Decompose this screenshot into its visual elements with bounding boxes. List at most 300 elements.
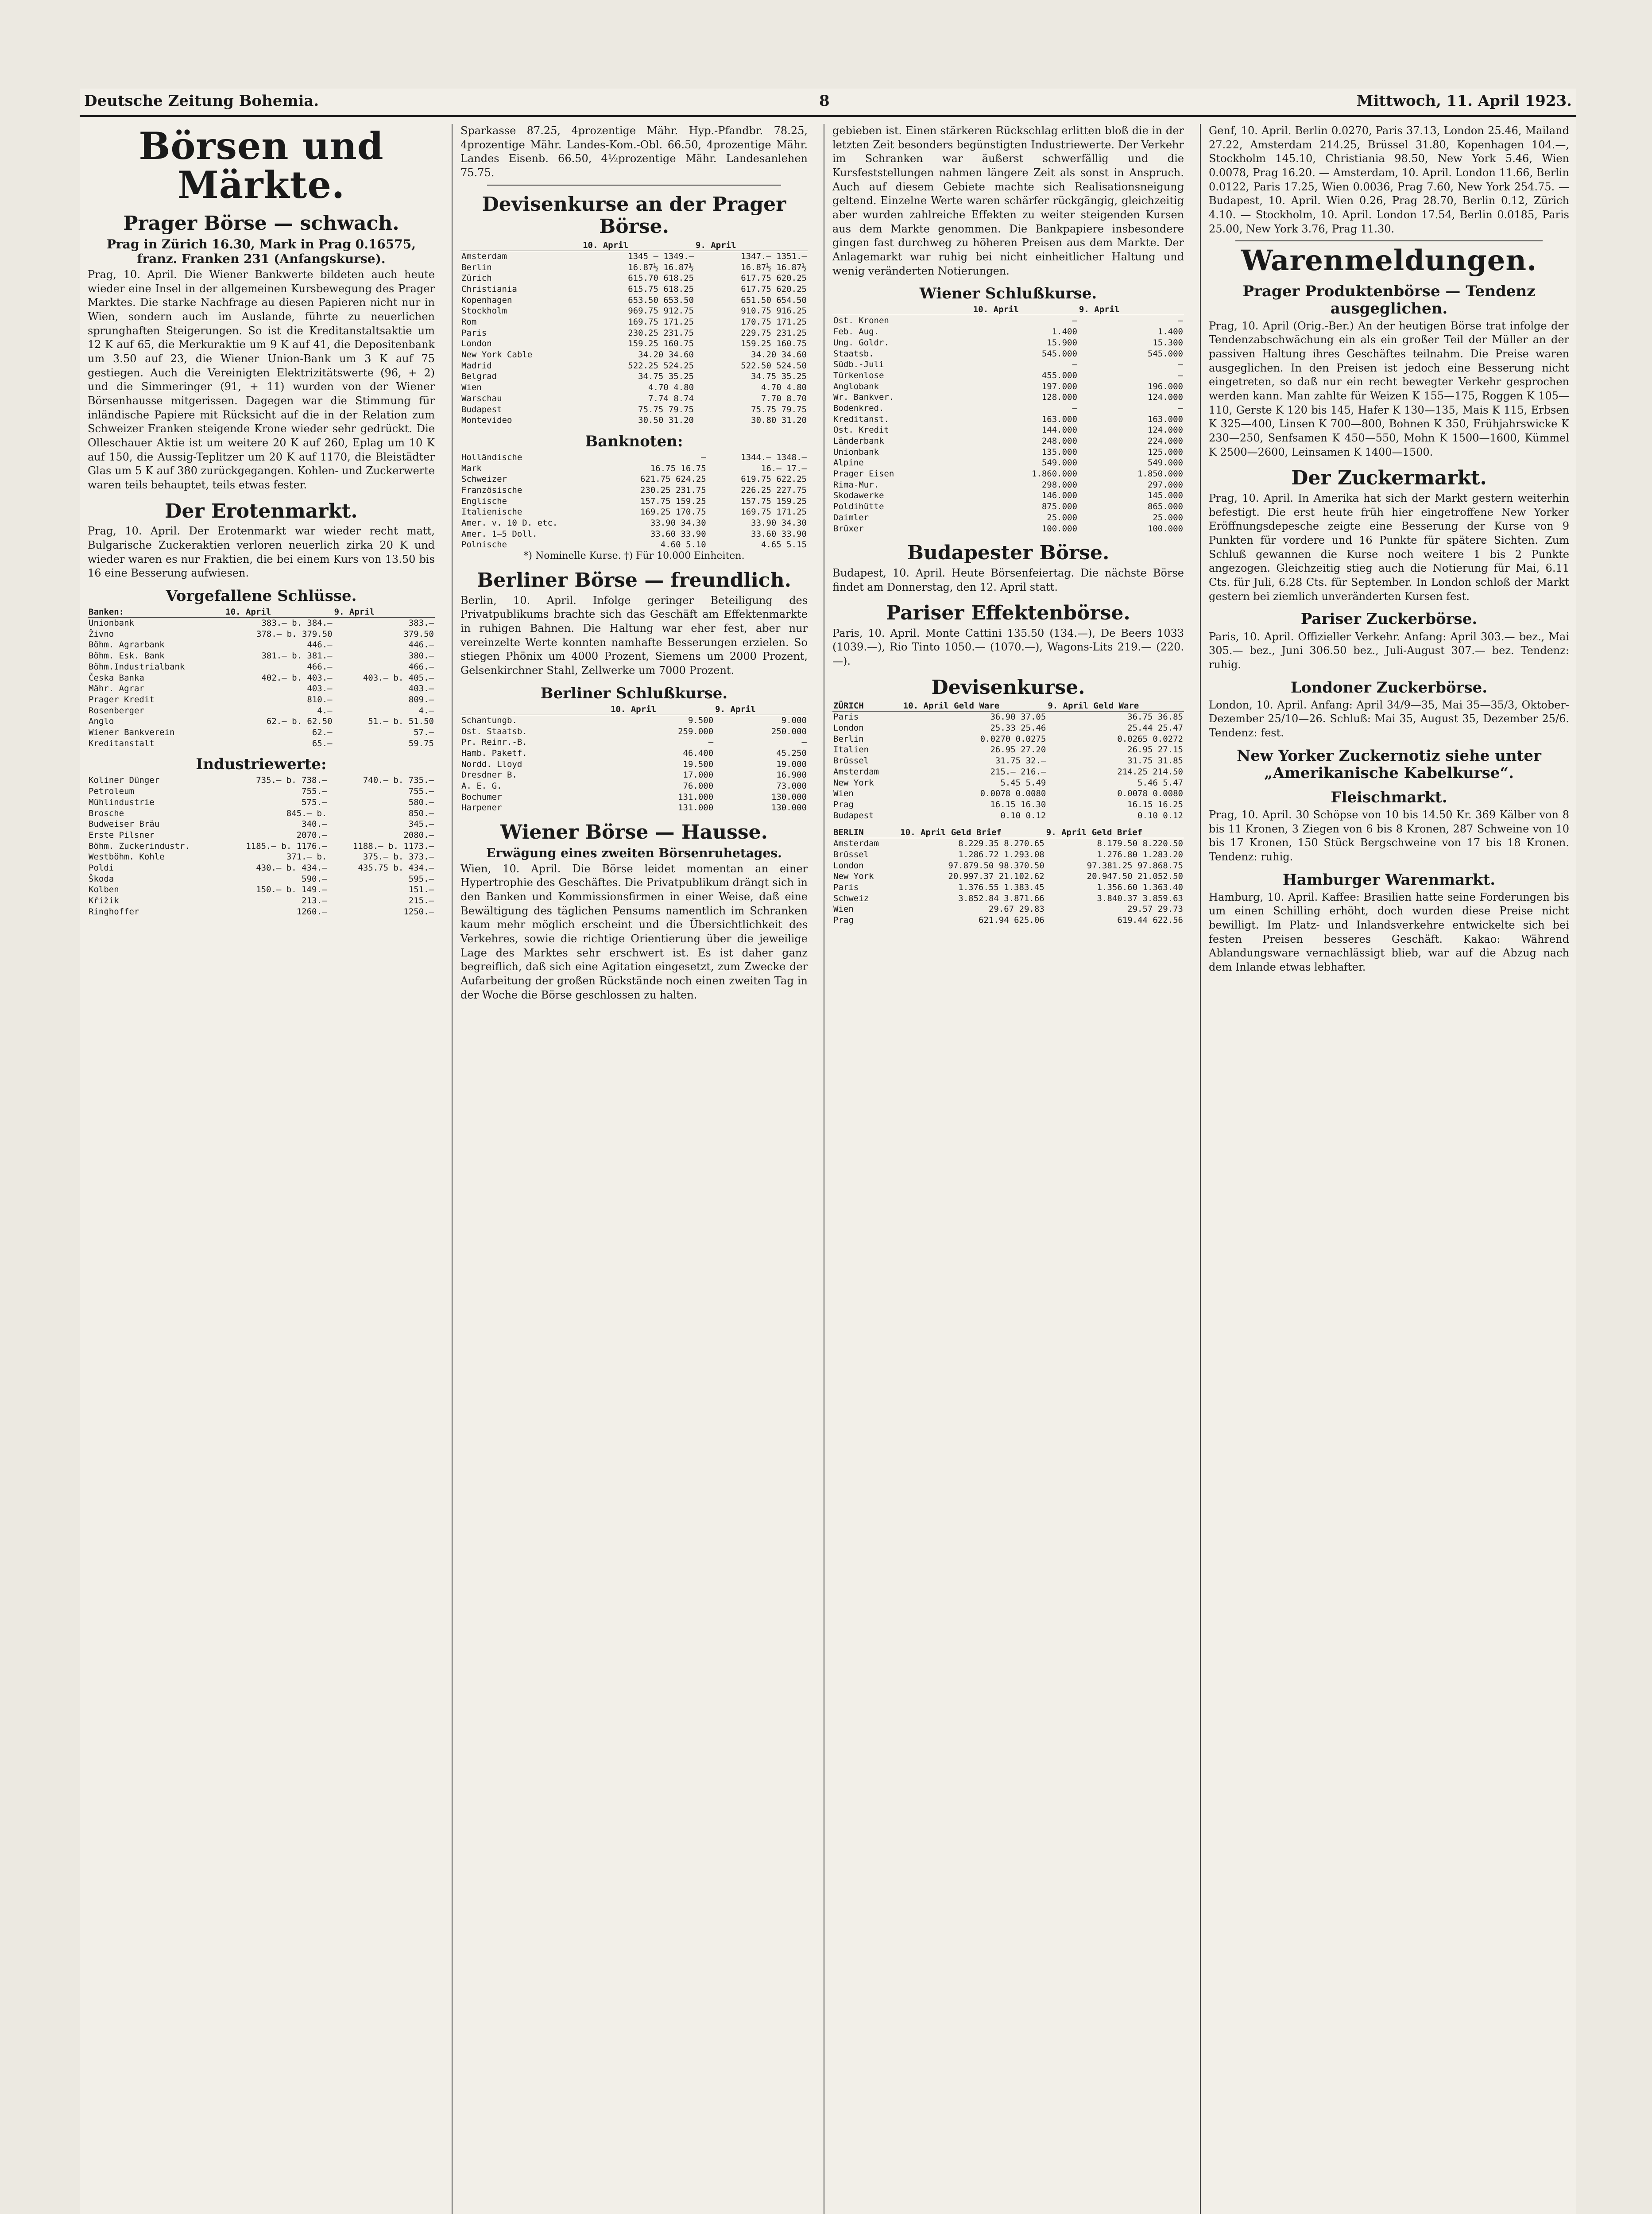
row-value: 163.000 bbox=[1147, 414, 1183, 424]
row-label: Hamb. Paketf. bbox=[461, 748, 527, 758]
row-label: Belgrad bbox=[461, 372, 497, 382]
row-label: Westböhm. Kohle bbox=[89, 852, 165, 862]
row-label: Wien bbox=[461, 383, 482, 393]
table-row bbox=[832, 734, 1184, 745]
col-header: 10. April bbox=[610, 704, 714, 715]
budapest-exchange-heading: Budapester Börse. bbox=[907, 542, 1110, 565]
row-value: 8.229.35 8.270.65 bbox=[958, 839, 1045, 849]
row-label: Prag bbox=[833, 799, 854, 809]
table-row bbox=[460, 284, 808, 295]
col-header: 10. April Geld Ware bbox=[902, 701, 1047, 712]
row-value: 157.75 159.25 bbox=[640, 496, 706, 506]
col-header: 9. April bbox=[695, 240, 808, 251]
table-row bbox=[88, 629, 435, 640]
row-label: Budweiser Bräu bbox=[89, 819, 160, 829]
column-2 bbox=[452, 124, 816, 2214]
row-label: Schweizer bbox=[461, 474, 507, 484]
row-label: New York bbox=[833, 778, 874, 788]
continued-text: gebieben ist. Einen stärkeren Rückschlag erlitten bloß die in der letzten Zeit besonders begünstigten Industriewerte. Der Verkehr im Schranken war äußerst schwerfällig und die Kursfeststellungen nahmen längere Zeit als sonst in Anspruch. Auch auf diesem Gebiete machte sich Realisationsneigung geltend. Einzelne Werte waren schärfer rückgängig, gleichzeitig aber wurden zahlreiche Effekten zu weiter steigenden Kursen aus dem Markte genommen. Die Bankpapiere insbesondere gingen fast durchweg zu höheren Preisen aus dem Markte. Der Anlagemarkt war ruhig bei nicht einheitlicher Haltung und wenig veränderten Notierungen. bbox=[832, 124, 1184, 277]
row-value: — bbox=[1178, 316, 1183, 326]
row-label: Amer. v. 10 D. etc. bbox=[461, 518, 558, 528]
row-label: Brüxer bbox=[833, 523, 864, 534]
vienna-exchange-subheading: Erwägung eines zweiten Börsenruhetages. bbox=[486, 845, 782, 860]
table-row bbox=[832, 723, 1184, 734]
row-value: 16.15 16.25 bbox=[1127, 799, 1183, 809]
row-value: 16.15 16.30 bbox=[990, 799, 1046, 809]
row-label: Ost. Kredit bbox=[833, 425, 889, 435]
table-row bbox=[832, 348, 1184, 360]
row-label: Schantungb. bbox=[461, 715, 517, 725]
row-value: 76.000 bbox=[683, 781, 714, 791]
row-value: 65.— bbox=[312, 738, 333, 748]
table-row bbox=[832, 370, 1184, 381]
row-value: — bbox=[701, 452, 706, 462]
row-value: 435.75 b. 434.— bbox=[358, 863, 434, 873]
row-label: Böhm. Esk. Bank bbox=[89, 651, 165, 661]
row-label: Wien bbox=[833, 904, 854, 914]
divider bbox=[1235, 240, 1543, 241]
col-header: 10. April bbox=[582, 240, 695, 251]
row-value: 1.356.60 1.363.40 bbox=[1097, 883, 1183, 892]
row-value: 617.75 620.25 bbox=[741, 284, 807, 294]
ny-sugar-note: New Yorker Zuckernotiz siehe unter „Amerikanische Kabelkurse“. bbox=[1237, 747, 1541, 782]
row-label: Länderbank bbox=[833, 436, 884, 446]
row-value: 25.000 bbox=[1153, 512, 1183, 523]
cattle-market-report: Prag, 10. April. 30 Schöpse von 10 bis 14.50 Kr. 369 Kälber von 8 bis 11 Kronen, 3 Ziegen von 6 bis 8 Kronen, 287 Schweine von 10 bis 17 Kronen, 150 Stück Bergschweine von 17 bis 18 Kronen. Tendenz: ruhig. bbox=[1209, 808, 1569, 863]
table-row bbox=[88, 673, 435, 684]
row-value: 850.— bbox=[408, 808, 434, 818]
row-label: Amsterdam bbox=[833, 766, 879, 777]
berlin-exchange-report: Berlin, 10. April. Infolge geringer Beteiligung des Privatpublikums brachte sich das Geschäft am Effektenmarkte in ruhigen Bahnen. Die Haltung war eher fest, aber nur vereinzelte Werte konnten namhafte Besserungen erzielen. So stiegen Phönix um 4000 Prozent, Siemens um 2000 Prozent, Gelsenkirchner Stahl, Zellwerke um 7000 Prozent. bbox=[460, 594, 808, 677]
row-value: 29.67 29.83 bbox=[988, 904, 1045, 914]
row-value: 26.95 27.20 bbox=[990, 745, 1046, 755]
row-value: 214.25 214.50 bbox=[1117, 766, 1183, 777]
row-value: 36.75 36.85 bbox=[1127, 712, 1183, 722]
row-value: 75.75 79.75 bbox=[751, 404, 807, 414]
zurich-fx-table bbox=[832, 701, 1184, 821]
column-3 bbox=[824, 124, 1192, 2214]
row-label: Mark bbox=[461, 463, 482, 473]
row-value: 371.— b. bbox=[286, 852, 327, 862]
row-value: 1345 — 1349.— bbox=[628, 251, 694, 261]
row-label: Ung. Goldr. bbox=[833, 337, 889, 348]
industry-table bbox=[88, 775, 435, 917]
row-value: 0.0270 0.0275 bbox=[980, 734, 1046, 744]
row-value: 169.75 171.25 bbox=[741, 507, 807, 517]
foreign-fx-report: Genf, 10. April. Berlin 0.0270, Paris 37.13, London 25.46, Mailand 27.22, Amsterdam 214.25, Brüssel 31.80, Kopenhagen 104.—, Stockholm 145.10, Christiania 98.50, New York 5.46, Wien 0.0078, Prag 16.20. — Amsterdam, 10. April. London 11.66, Berlin 0.0122, Paris 17.25, Wien 0.0036, Prag 7.60, New York 254.75. — Budapest, 10. April. Wien 0.26, Prag 28.70, Berlin 0.12, Zürich 4.10. — Stockholm, 10. April. London 17.54, Berlin 0.0185, Paris 25.00, New York 3.76, Prag 11.30. bbox=[1209, 124, 1569, 235]
table-row bbox=[460, 360, 808, 372]
row-value: 159.25 160.75 bbox=[741, 339, 807, 349]
table-row bbox=[460, 485, 808, 496]
row-value: 4.70 4.80 bbox=[648, 383, 694, 393]
table-row bbox=[88, 662, 435, 673]
row-label: Rosenberger bbox=[89, 705, 144, 716]
row-value: 150.— b. 149.— bbox=[256, 885, 327, 895]
row-value: 340.— bbox=[302, 819, 327, 829]
row-value: 25.44 25.47 bbox=[1127, 723, 1183, 733]
row-label: New York bbox=[833, 871, 874, 882]
row-value: 34.20 34.60 bbox=[638, 350, 694, 360]
table-row bbox=[88, 895, 435, 906]
table-row bbox=[88, 906, 435, 917]
table-row bbox=[88, 639, 435, 650]
table-row bbox=[460, 273, 808, 284]
row-label: Schweiz bbox=[833, 893, 869, 903]
table-row bbox=[832, 871, 1184, 882]
row-value: 590.— bbox=[302, 874, 327, 884]
sugar-shares-report: Prag, 10. April. Der Erotenmarkt war wieder recht matt, Bulgarische Zuckeraktien verloren neuerlich zirka 20 K und wieder waren es nur Fraktien, die bei einem Kurs von 13.50 bis 16 eine Besserung aufwiesen. bbox=[88, 525, 435, 580]
row-value: 157.75 159.25 bbox=[741, 496, 807, 506]
row-value: 230.25 231.75 bbox=[640, 485, 706, 495]
table-row bbox=[88, 618, 435, 629]
table-row bbox=[832, 337, 1184, 348]
row-value: 8.179.50 8.220.50 bbox=[1097, 839, 1183, 849]
col-header: BERLIN bbox=[832, 827, 899, 838]
row-value: 1347.— 1351.— bbox=[741, 251, 807, 261]
row-value: 34.20 34.60 bbox=[751, 350, 807, 360]
table-row bbox=[832, 766, 1184, 778]
row-value: 345.— bbox=[408, 819, 434, 829]
table-row bbox=[460, 262, 808, 273]
table-row bbox=[88, 819, 435, 830]
row-value: 380.— bbox=[408, 651, 434, 661]
row-value: 215.— 216.— bbox=[990, 766, 1046, 777]
row-value: 1260.— bbox=[296, 906, 327, 917]
row-value: 430.— b. 434.— bbox=[256, 863, 327, 873]
table-row bbox=[88, 705, 435, 716]
row-label: Englische bbox=[461, 496, 507, 506]
row-value: 5.46 5.47 bbox=[1137, 778, 1183, 788]
row-label: Rima-Mur. bbox=[833, 480, 879, 490]
row-label: Madrid bbox=[461, 360, 492, 371]
row-label: Unionbank bbox=[89, 618, 134, 628]
row-value: 7.74 8.74 bbox=[648, 393, 694, 403]
newspaper-page bbox=[80, 89, 1576, 2214]
row-value: 16.— 17.— bbox=[761, 463, 807, 473]
berlin-close-table bbox=[460, 704, 808, 813]
row-value: 169.25 170.75 bbox=[640, 507, 706, 517]
table-row bbox=[832, 436, 1184, 447]
table-row bbox=[832, 381, 1184, 392]
row-value: 144.000 bbox=[1041, 425, 1077, 435]
row-value: 124.000 bbox=[1147, 425, 1183, 435]
table-row bbox=[88, 650, 435, 662]
row-label: Nordd. Lloyd bbox=[461, 759, 522, 769]
prague-exchange-rates-note: Prag in Zürich 16.30, Mark in Prag 0.16575, franz. Franken 231 (Anfangskurse). bbox=[107, 236, 416, 266]
industry-heading: Industriewerte: bbox=[196, 755, 327, 774]
row-value: 169.75 171.25 bbox=[628, 317, 694, 327]
row-label: Harpener bbox=[461, 803, 502, 813]
row-value: 34.75 35.25 bbox=[751, 372, 807, 382]
row-value: 4.70 4.80 bbox=[761, 383, 807, 393]
row-value: 159.25 160.75 bbox=[628, 339, 694, 349]
table-row bbox=[88, 727, 435, 738]
row-value: 755.— bbox=[302, 786, 327, 797]
table-row bbox=[460, 463, 808, 474]
section-title: Börsen und Märkte. bbox=[139, 124, 384, 207]
row-value: 30.50 31.20 bbox=[638, 415, 694, 426]
row-label: Anglobank bbox=[833, 381, 879, 391]
row-value: 16.900 bbox=[776, 770, 807, 780]
row-value: 615.70 618.25 bbox=[628, 273, 694, 283]
row-label: Pr. Reinr.-B. bbox=[461, 737, 527, 747]
table-row bbox=[832, 501, 1184, 512]
table-row bbox=[832, 425, 1184, 436]
row-value: 1250.— bbox=[403, 906, 434, 917]
row-label: London bbox=[833, 860, 864, 871]
table-row bbox=[832, 915, 1184, 926]
row-label: New York Cable bbox=[461, 350, 533, 360]
table-row bbox=[88, 874, 435, 885]
paris-exchange-heading: Pariser Effektenbörse. bbox=[886, 602, 1130, 625]
row-value: — bbox=[1072, 316, 1077, 326]
table-row bbox=[832, 315, 1184, 326]
row-value: 36.90 37.05 bbox=[990, 712, 1046, 722]
row-value: 135.000 bbox=[1041, 447, 1077, 457]
row-value: 259.000 bbox=[678, 726, 714, 736]
row-label: Ringhoffer bbox=[89, 906, 139, 917]
paris-sugar-heading: Pariser Zuckerbörse. bbox=[1300, 610, 1478, 628]
row-value: 653.50 653.50 bbox=[628, 295, 694, 305]
row-label: Böhm. Agrarbank bbox=[89, 640, 165, 650]
paris-sugar-report: Paris, 10. April. Offizieller Verkehr. Anfang: April 303.— bez., Mai 305.— bez., Juni 306.50 bez., Juli-August 307.— bez. Tendenz: ruhig. bbox=[1209, 630, 1569, 671]
row-value: 196.000 bbox=[1147, 381, 1183, 391]
row-value: 1.400 bbox=[1052, 327, 1077, 337]
col-header bbox=[460, 704, 610, 715]
col-header: 9. April bbox=[714, 704, 808, 715]
banknotes-heading: Banknoten: bbox=[585, 432, 683, 450]
row-value: 9.000 bbox=[781, 715, 807, 725]
row-value: 4.65 5.15 bbox=[761, 540, 807, 550]
row-value: — bbox=[1178, 403, 1183, 413]
row-label: Česka Banka bbox=[89, 673, 144, 683]
table-row bbox=[460, 328, 808, 339]
row-value: 33.90 34.30 bbox=[751, 518, 807, 528]
row-value: 969.75 912.75 bbox=[628, 306, 694, 316]
issue-date: Mittwoch, 11. April 1923. bbox=[1356, 92, 1572, 110]
row-value: 0.10 0.12 bbox=[1000, 810, 1046, 821]
table-row bbox=[460, 474, 808, 485]
row-label: Mähr. Agrar bbox=[89, 684, 144, 694]
row-value: 403.— bbox=[408, 684, 434, 694]
col-header: 10. April bbox=[224, 607, 333, 618]
table-row bbox=[460, 404, 808, 415]
row-value: 1344.— 1348.— bbox=[741, 452, 807, 462]
row-value: 5.45 5.49 bbox=[1000, 778, 1046, 788]
row-value: 1.860.000 bbox=[1031, 469, 1077, 479]
row-value: 16.87½ 16.87½ bbox=[628, 262, 694, 272]
row-value: 615.75 618.25 bbox=[628, 284, 694, 294]
row-label: Amsterdam bbox=[833, 839, 879, 849]
row-value: 0.0078 0.0080 bbox=[1117, 789, 1183, 799]
berlin-fx-table bbox=[832, 827, 1184, 926]
row-value: 19.500 bbox=[683, 759, 714, 769]
table-row bbox=[832, 810, 1184, 821]
row-value: 1185.— b. 1176.— bbox=[246, 841, 327, 851]
col-header: 9. April bbox=[1078, 304, 1184, 315]
row-label: Stockholm bbox=[461, 306, 507, 316]
sugar-market-report: Prag, 10. April. In Amerika hat sich der Markt gestern weiterhin befestigt. Die erst heute früh hier eingetroffene New Yorker Eröffnungsdepesche zeigte eine Besserung der Kurse von 9 Punkten für vordere und 16 Punkte für spätere Sichten. Zum Schluß gewannen die Kurse noch weitere 1 bis 2 Punkte angezogen. Gleichzeitig stieg auch die Notierung für Mai, 6.11 Cts. für Juli, 6.28 Cts. für September. In London schloß der Markt gestern bei ziemlich unveränderten Kursen fest. bbox=[1209, 492, 1569, 603]
row-value: 97.381.25 97.868.75 bbox=[1087, 860, 1183, 871]
row-value: 51.— b. 51.50 bbox=[368, 716, 434, 727]
row-value: 29.57 29.73 bbox=[1127, 904, 1183, 914]
table-row bbox=[832, 359, 1184, 370]
row-value: 379.50 bbox=[403, 629, 434, 639]
row-label: Französische bbox=[461, 485, 522, 495]
row-value: 0.0265 0.0272 bbox=[1117, 734, 1183, 744]
row-value: 7.70 8.70 bbox=[761, 393, 807, 403]
row-value: 33.90 34.30 bbox=[650, 518, 706, 528]
row-label: Alpine bbox=[833, 458, 864, 468]
row-label: Böhm. Zuckerindustr. bbox=[89, 841, 190, 851]
row-value: 875.000 bbox=[1041, 502, 1077, 512]
table-row bbox=[832, 799, 1184, 810]
row-label: London bbox=[461, 339, 492, 349]
row-value: 466.— bbox=[408, 662, 434, 672]
table-row bbox=[460, 452, 808, 463]
berlin-exchange-heading: Berliner Börse — freundlich. bbox=[477, 569, 791, 592]
row-value: 378.— b. 379.50 bbox=[256, 629, 333, 639]
row-value: 31.75 32.— bbox=[995, 756, 1046, 766]
row-value: 16.87½ 16.87½ bbox=[741, 262, 807, 272]
budapest-exchange-report: Budapest, 10. April. Heute Börsenfeiertag. Die nächste Börse findet am Donnerstag, den 12. April statt. bbox=[832, 566, 1184, 593]
row-value: 145.000 bbox=[1147, 491, 1183, 501]
row-value: 170.75 171.25 bbox=[741, 317, 807, 327]
table-row bbox=[88, 716, 435, 727]
row-value: 20.947.50 21.052.50 bbox=[1087, 871, 1183, 882]
produce-exchange-heading: Prager Produktenbörse — Tendenz ausgeglichen. bbox=[1242, 282, 1536, 317]
row-label: Křižik bbox=[89, 896, 119, 906]
row-value: 151.— bbox=[408, 885, 434, 895]
row-value: 617.75 620.25 bbox=[741, 273, 807, 283]
row-value: 619.44 622.56 bbox=[1117, 915, 1183, 925]
row-label: Wr. Bankver. bbox=[833, 392, 894, 403]
row-label: Kolben bbox=[89, 885, 119, 895]
row-value: 146.000 bbox=[1041, 491, 1077, 501]
table-row bbox=[832, 512, 1184, 523]
row-value: 2080.— bbox=[403, 830, 434, 840]
table-row bbox=[460, 382, 808, 393]
prague-exchange-heading: Prager Börse — schwach. bbox=[123, 212, 399, 235]
table-row bbox=[88, 786, 435, 797]
row-value: 230.25 231.75 bbox=[628, 328, 694, 338]
table-row bbox=[832, 904, 1184, 915]
table-row bbox=[832, 480, 1184, 491]
table-row bbox=[460, 792, 808, 803]
sugar-market-heading: Der Zuckermarkt. bbox=[1291, 467, 1487, 490]
continued-text: Sparkasse 87.25, 4prozentige Mähr. Hyp.-Pfandbr. 78.25, 4prozentige Mähr. Landes-Kom.-Obl. 66.50, 4prozentige Mähr. Landes Eisenb. 66.50, 4½prozentige Mähr. Landesanlehen 75.75. bbox=[460, 124, 808, 179]
row-value: 30.80 31.20 bbox=[751, 415, 807, 426]
row-value: 575.— bbox=[302, 797, 327, 807]
table-row bbox=[88, 852, 435, 863]
row-label: Paris bbox=[833, 712, 859, 722]
row-value: 740.— b. 735.— bbox=[363, 775, 434, 786]
row-label: Ost. Staatsb. bbox=[461, 726, 527, 736]
row-value: 100.000 bbox=[1041, 523, 1077, 534]
row-value: 213.— bbox=[302, 896, 327, 906]
row-label: Bodenkred. bbox=[833, 403, 884, 413]
row-value: 26.95 27.15 bbox=[1127, 745, 1183, 755]
row-value: 45.250 bbox=[776, 748, 807, 758]
row-value: 297.000 bbox=[1147, 480, 1183, 490]
table-row bbox=[832, 468, 1184, 480]
row-label: Škoda bbox=[89, 874, 114, 884]
row-value: 1.376.55 1.383.45 bbox=[958, 883, 1045, 892]
row-label: Brüssel bbox=[833, 849, 869, 859]
row-value: 1188.— b. 1173.— bbox=[352, 841, 434, 851]
table-row bbox=[460, 770, 808, 781]
row-value: 0.10 0.12 bbox=[1137, 810, 1183, 821]
row-value: 125.000 bbox=[1147, 447, 1183, 457]
table-row bbox=[832, 744, 1184, 755]
row-value: 9.500 bbox=[688, 715, 714, 725]
london-sugar-report: London, 10. April. Anfang: April 34/9—35, Mai 35—35/3, Oktober-Dezember 25/10—26. Schluß: Mai 35, August 35, Dezember 25/6. Tendenz: fest. bbox=[1209, 698, 1569, 739]
row-value: 73.000 bbox=[776, 781, 807, 791]
col-header: 10. April bbox=[972, 304, 1078, 315]
row-value: 16.75 16.75 bbox=[650, 463, 706, 473]
row-value: — bbox=[1072, 403, 1077, 413]
row-label: Poldihütte bbox=[833, 502, 884, 512]
row-value: 197.000 bbox=[1041, 381, 1077, 391]
row-value: 0.0078 0.0080 bbox=[980, 789, 1046, 799]
table-row bbox=[832, 893, 1184, 904]
table-row bbox=[88, 738, 435, 749]
table-row bbox=[460, 349, 808, 360]
row-label: Amsterdam bbox=[461, 251, 507, 261]
row-value: 4.60 5.10 bbox=[660, 540, 706, 550]
row-value: 545.000 bbox=[1147, 348, 1183, 359]
table-row bbox=[88, 841, 435, 852]
row-value: 124.000 bbox=[1147, 392, 1183, 403]
row-value: 446.— bbox=[307, 640, 333, 650]
table-row bbox=[832, 882, 1184, 893]
table-row bbox=[460, 726, 808, 737]
table-row bbox=[88, 830, 435, 841]
row-value: 4.— bbox=[418, 705, 434, 716]
row-value: 3.852.84 3.871.66 bbox=[958, 893, 1045, 903]
row-label: Budapest bbox=[833, 810, 874, 821]
trades-heading: Vorgefallene Schlüsse. bbox=[166, 587, 357, 605]
row-label: Wiener Bankverein bbox=[89, 727, 175, 737]
vienna-close-heading: Wiener Schlußkurse. bbox=[919, 285, 1097, 303]
row-label: Rom bbox=[461, 317, 477, 327]
paper-name: Deutsche Zeitung Bohemia. bbox=[84, 92, 319, 110]
row-value: — bbox=[1178, 370, 1183, 380]
table-row bbox=[832, 838, 1184, 849]
banknotes-footnote: *) Nominelle Kurse. †) Für 10.000 Einheiten. bbox=[523, 550, 745, 562]
table-row bbox=[88, 694, 435, 705]
row-label: Berlin bbox=[461, 262, 492, 272]
row-label: Kopenhagen bbox=[461, 295, 512, 305]
row-value: — bbox=[1072, 360, 1077, 370]
row-label: Prager Kredit bbox=[89, 694, 155, 704]
row-value: 1.850.000 bbox=[1137, 469, 1183, 479]
table-row bbox=[88, 884, 435, 895]
table-row bbox=[460, 507, 808, 518]
fx-table bbox=[460, 240, 808, 426]
row-label: Petroleum bbox=[89, 786, 134, 797]
row-value: 46.400 bbox=[683, 748, 714, 758]
row-value: 809.— bbox=[408, 694, 434, 704]
table-row bbox=[460, 737, 808, 748]
page-number: 8 bbox=[819, 92, 830, 110]
row-value: 62.— b. 62.50 bbox=[266, 716, 333, 727]
table-row bbox=[460, 802, 808, 813]
table-row bbox=[832, 392, 1184, 403]
row-label: Paris bbox=[461, 328, 487, 338]
row-value: 865.000 bbox=[1147, 502, 1183, 512]
fx-rates-heading: Devisenkurse. bbox=[931, 676, 1085, 699]
